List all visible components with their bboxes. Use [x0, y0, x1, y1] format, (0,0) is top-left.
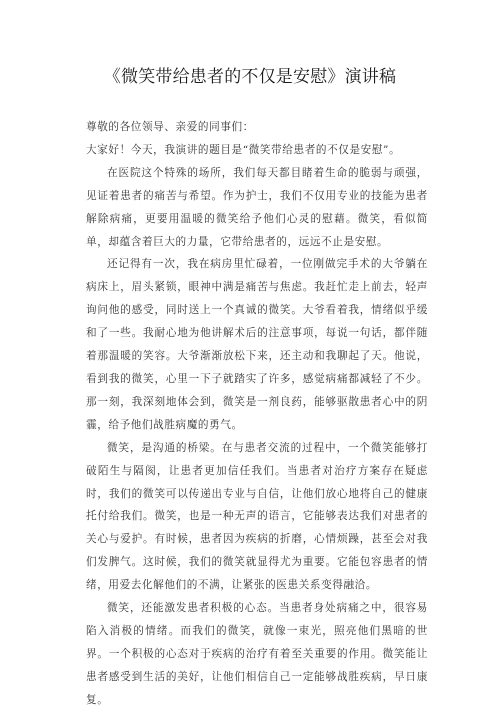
- salutation: 尊敬的各位领导、亲爱的同事们：: [86, 121, 254, 133]
- document-body: [86, 116, 428, 712]
- document-title: 《微笑带给患者的不仅是安慰》演讲稿: [103, 67, 397, 87]
- body-paragraph: 微笑，还能激发患者积极的心态。当患者身处病痛之中，很容易陷入消极的情绪。而我们的微笑，就像一束光，照亮他们黑暗的世界。一个积极的心态对于疾病的治疗有着至关重要的作用。微笑能让患者感受到生活的美好，让他们相信自己一定能够战胜疾病，早日康复。: [86, 602, 428, 706]
- greeting-paragraph: 大家好！今天，我演讲的题目是“微笑带给患者的不仅是安慰”。: [86, 143, 401, 156]
- body-paragraph: 还记得有一次，我在病房里忙碌着，一位刚做完手术的大爷躺在病床上，眉头紧锁，眼神中满是痛苦与焦虑。我赶忙走上前去，轻声询问他的感受，同时送上一个真诚的微笑。大爷看着我，情绪似乎缓和了一些。我耐心地为他讲解术后的注意事项，每说一句话，都伴随着那温暖的笑容。大爷渐渐放松下来，还主动和我聊起了天。他说，看到我的微笑，心里一下子就踏实了许多，感觉病痛都减轻了不少。那一刻，我深刻地体会到，微笑是一剂良药，能够驱散患者心中的阴霾，给予他们战胜病魔的勇气。: [86, 258, 428, 431]
- body-paragraph: 微笑，是沟通的桥梁。在与患者交流的过程中，一个微笑能够打破陌生与隔阂，让患者更加信任我们。当患者对治疗方案存在疑虑时，我们的微笑可以传递出专业与自信，让他们放心地将自己的健康托付给我们。微笑，也是一种无声的语言，它能够表达我们对患者的关心与爱护。有时候，患者因为疾病的折磨，心情烦躁，甚至会对我们发脾气。这时候，我们的微笑就显得尤为重要。它能包容患者的情绪，用爱去化解他们的不满，让紧张的医患关系变得融洽。: [86, 441, 428, 592]
- body-paragraph: 在医院这个特殊的场所，我们每天都目睹着生命的脆弱与顽强，见证着患者的痛苦与希望。作为护士，我们不仅用专业的技能为患者解除病痛，更要用温暖的微笑给予他们心灵的慰藉。微笑，看似简单，却蕴含着巨大的力量，它带给患者的，远远不止是安慰。: [86, 166, 428, 248]
